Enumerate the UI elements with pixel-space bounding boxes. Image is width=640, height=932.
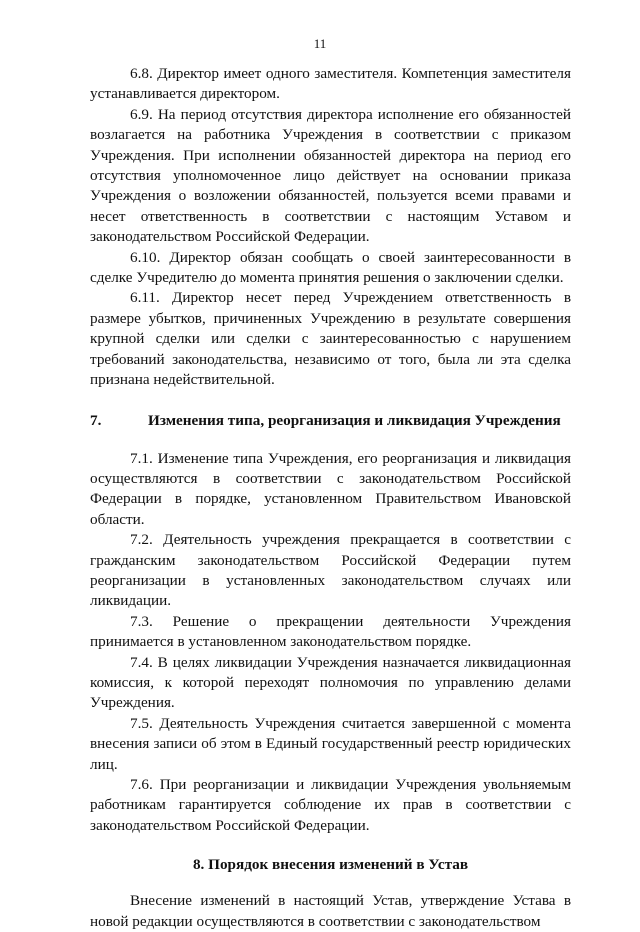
paragraph-6-9: 6.9. На период отсутствия директора исполнение его обязанностей возлагается на работника Учреждения в соответствии с приказом Учреждения. При исполнении обязанностей директора на период его отсутствия уполномоченное лицо действует на основании приказа Учреждения о возложении обязанностей, пользуется всеми правами и несет ответственность в соответствии с настоящим Уставом и законодательством Российской Федерации. xyxy=(90,105,571,246)
paragraph-7-5: 7.5. Деятельность Учреждения считается завершенной с момента внесения записи об этом в Единый государственный реестр юридических лиц. xyxy=(90,714,571,773)
paragraph-7-6: 7.6. При реорганизации и ликвидации Учреждения увольняемым работникам гарантируется соблюдение их прав в соответствии с законодательством Российской Федерации. xyxy=(90,776,571,834)
section-7-number: 7. xyxy=(90,411,102,429)
paragraph-7-3: 7.3. Решение о прекращении деятельности Учреждения принимается в установленном законодательством порядке. xyxy=(90,612,571,651)
paragraph-7-2: 7.2. Деятельность учреждения прекращается в соответствии с гражданским законодательством Российской Федерации путем реорганизации в установленных законодательством случаях или ликвидации. xyxy=(90,531,571,610)
section-8-heading: 8. Порядок внесения изменений в Устав xyxy=(192,856,469,874)
page-number: 11 xyxy=(313,36,327,51)
section-7-title: Изменения типа, реорганизация и ликвидация Учреждения xyxy=(148,411,561,429)
section-7-heading xyxy=(90,411,571,431)
paragraph-6-8: 6.8. Директор имеет одного заместителя. Компетенция заместителя устанавливается директором. xyxy=(90,65,571,103)
paragraph-7-1: 7.1. Изменение типа Учреждения, его реорганизация и ликвидация осуществляются в соответствии с законодательством Российской Федерации в порядке, установленном Правительством Ивановской области. xyxy=(90,449,571,528)
paragraph-6-11: 6.11. Директор несет перед Учреждением ответственность в размере убытков, причиненных Учреждению в результате совершения крупной сделки или сделки с заинтересованностью с нарушением требований законодательства, независимо от того, была ли эта сделка признана недействительной. xyxy=(90,289,571,389)
document-body xyxy=(90,64,571,932)
paragraph-8-intro: Внесение изменений в настоящий Устав, утверждение Устава в новой редакции осуществляются в соответствии с законодательством xyxy=(90,892,571,930)
paragraph-6-10: 6.10. Директор обязан сообщать о своей заинтересованности в сделке Учредителю до момента принятия решения о заключении сделки. xyxy=(90,248,571,287)
paragraph-7-4: 7.4. В целях ликвидации Учреждения назначается ликвидационная комиссия, к которой переходят полномочия по управлению делами Учреждения. xyxy=(90,653,571,712)
